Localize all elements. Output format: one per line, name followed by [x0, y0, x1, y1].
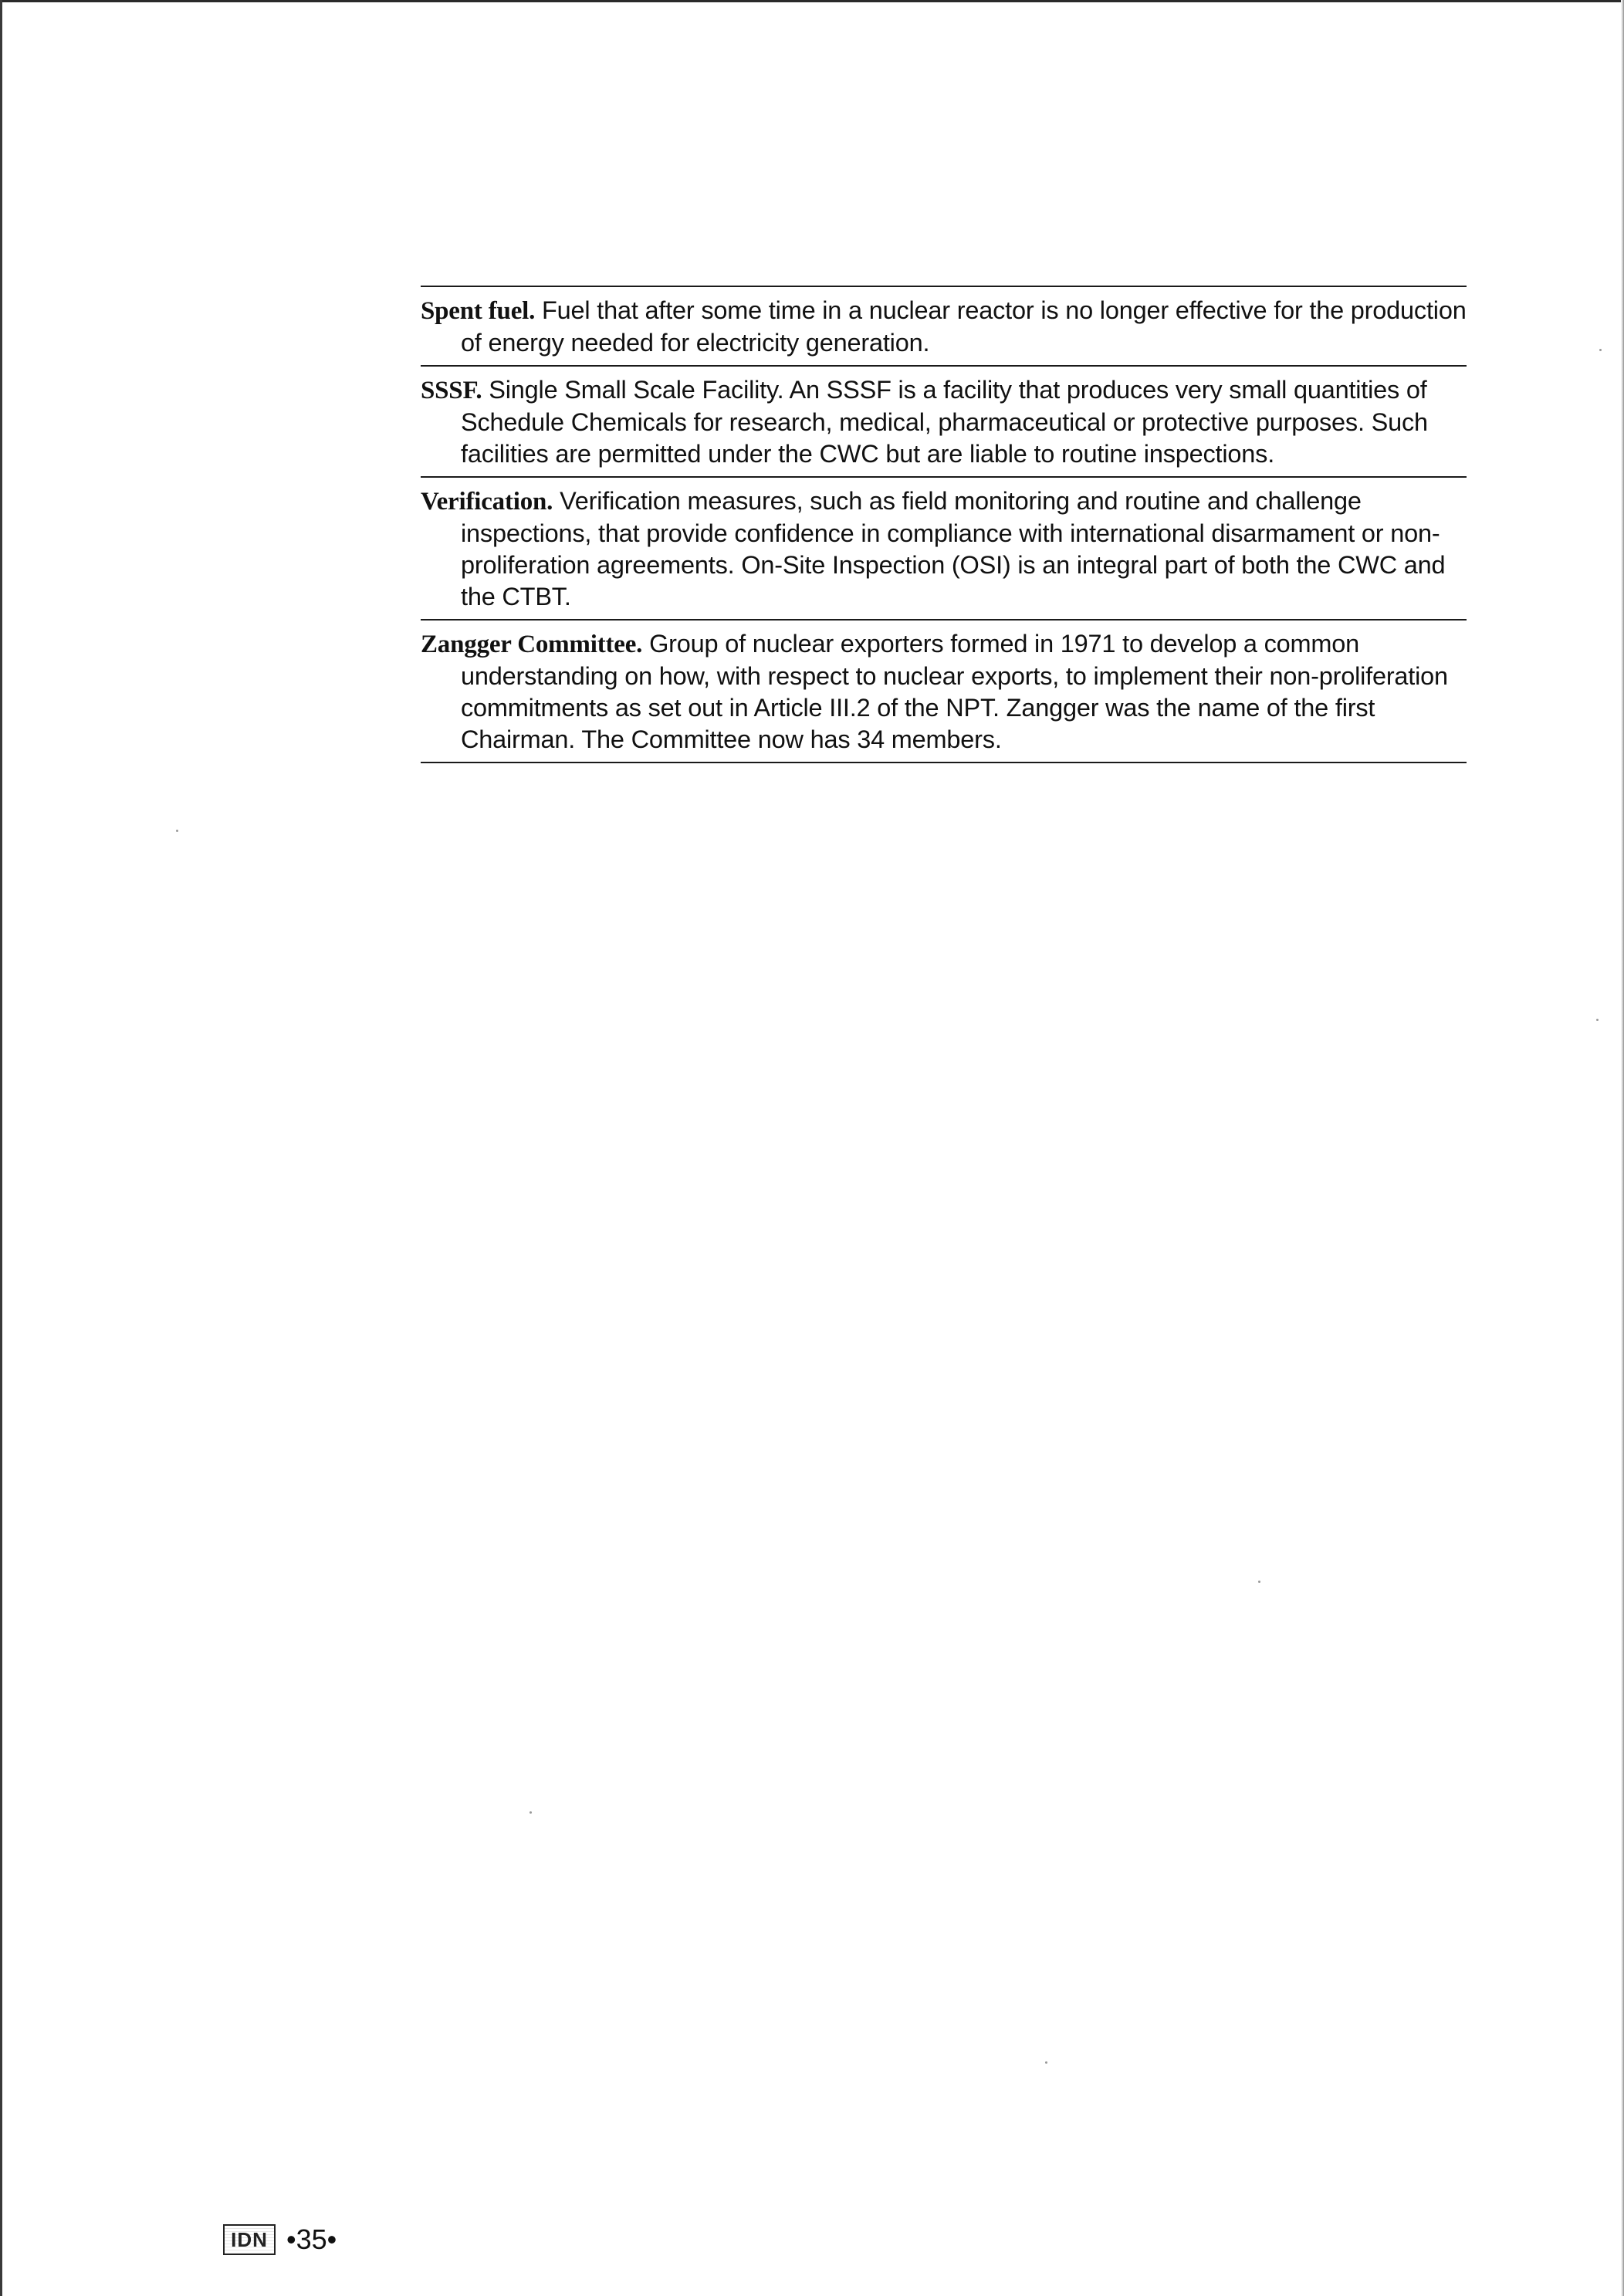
glossary-definition: Single Small Scale Facility. An SSSF is a facility that produces very small quantities of Schedule Chemicals for research, medical, pharmaceutical or protective purposes. Such facilities are permitted under the CWC but are liable to routine inspections.: [461, 376, 1428, 468]
glossary-term: Verification.: [421, 488, 553, 516]
glossary-term: Zangger Committee.: [421, 631, 643, 658]
divider: [421, 762, 1467, 763]
idn-logo: [223, 2224, 276, 2255]
scan-speck: [176, 830, 178, 832]
glossary-definition: Verification measures, such as field monitoring and routine and challenge inspections, that provide confidence in compliance with international disarmament or non-proliferation agreements. On-Site Inspection (OSI) is an integral part of both the CWC and the CTBT.: [461, 487, 1446, 610]
scan-speck: [1599, 349, 1602, 351]
page-number: •35•: [286, 2223, 337, 2255]
glossary-definition: Fuel that after some time in a nuclear reactor is no longer effective for the production of energy needed for electricity generation.: [461, 296, 1467, 357]
scan-speck: [1258, 1581, 1260, 1583]
scan-top-edge: [0, 0, 1624, 9]
glossary-entry-spent-fuel: [421, 287, 1467, 365]
glossary-definition: Group of nuclear exporters formed in 1971 to develop a common understanding on how, with respect to nuclear exports, to implement their non-proliferation commitments as set out in Article III.2 of the NPT. Zangger was the name of the first Chairman. The Committee now has 34 members.: [461, 630, 1448, 753]
page-footer: [223, 2223, 337, 2257]
glossary-entry-zangger-committee: [421, 620, 1467, 762]
glossary-entry-sssf: [421, 367, 1467, 476]
scan-speck: [1596, 1019, 1599, 1021]
glossary-list: [421, 286, 1467, 763]
glossary-term: SSSF.: [421, 377, 482, 404]
scan-speck: [1045, 2061, 1047, 2064]
glossary-entry-verification: [421, 478, 1467, 619]
scan-speck: [529, 1811, 532, 1814]
logo-text: IDN: [231, 2227, 268, 2251]
scan-left-edge: [0, 0, 2, 2296]
glossary-term: Spent fuel.: [421, 297, 536, 325]
scan-right-edge: [1621, 0, 1624, 2296]
